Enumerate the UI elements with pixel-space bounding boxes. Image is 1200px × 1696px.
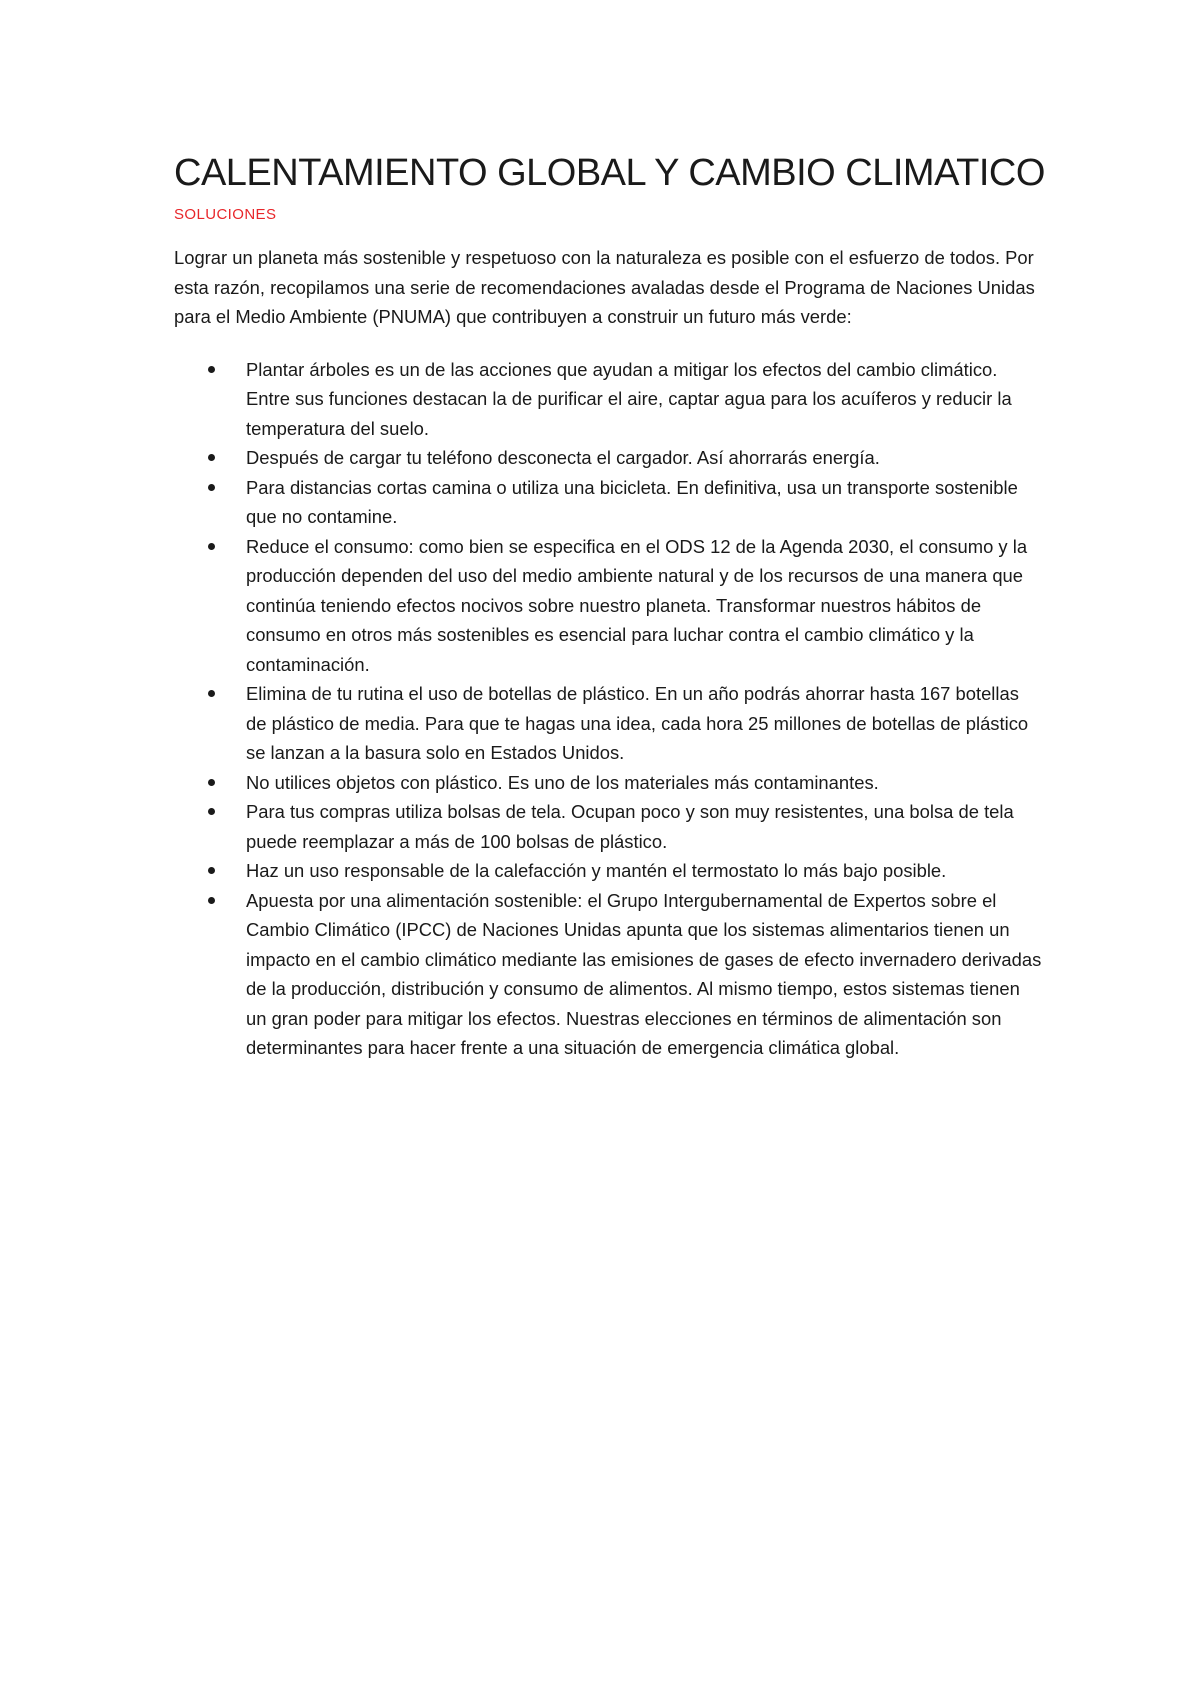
list-item bbox=[174, 768, 1044, 798]
bullet-icon bbox=[208, 454, 215, 461]
document-title: CALENTAMIENTO GLOBAL Y CAMBIO CLIMATICO bbox=[174, 152, 1045, 194]
list-item-text: Elimina de tu rutina el uso de botellas de plástico. En un año podrás ahorrar hasta 167 botellas de plástico de media. Para que te hagas una idea, cada hora 25 millones de botellas de plástico se lanzan a la basura solo en Estados Unidos. bbox=[246, 683, 1029, 763]
list-item-text: No utilices objetos con plástico. Es uno de los materiales más contaminantes. bbox=[246, 771, 879, 793]
list-item-text: Para distancias cortas camina o utiliza una bicicleta. En definitiva, usa un transporte sostenible que no contamine. bbox=[246, 476, 1018, 527]
bullet-icon bbox=[208, 366, 215, 373]
solutions-list bbox=[174, 355, 1044, 1063]
bullet-icon bbox=[208, 484, 215, 491]
list-item bbox=[174, 856, 1044, 886]
document-body bbox=[174, 150, 1044, 1063]
list-item-text: Para tus compras utiliza bolsas de tela. Ocupan poco y son muy resistentes, una bolsa de tela puede reemplazar a más de 100 bolsas de plástico. bbox=[246, 801, 1014, 852]
intro-paragraph: Lograr un planeta más sostenible y respetuoso con la naturaleza es posible con el esfuerzo de todos. Por esta razón, recopilamos una serie de recomendaciones avaladas desde el Programa de Naciones Unidas para el Medio Ambiente (PNUMA) que contribuyen a construir un futuro más verde: bbox=[174, 247, 1035, 327]
list-item-text: Plantar árboles es un de las acciones que ayudan a mitigar los efectos del cambio climático. Entre sus funciones destacan la de purificar el aire, captar agua para los acuíferos y reducir la temperatura del suelo. bbox=[246, 358, 1012, 439]
list-item-text: Reduce el consumo: como bien se especifica en el ODS 12 de la Agenda 2030, el consumo y la producción dependen del uso del medio ambiente natural y de los recursos de una manera que continúa teniendo efectos nocivos sobre nuestro planeta. Transformar nuestros hábitos de consumo en otros más sostenibles es esencial para luchar contra el cambio climático y la contaminación. bbox=[246, 535, 1028, 675]
bullet-icon bbox=[208, 690, 215, 697]
bullet-icon bbox=[208, 897, 215, 904]
list-item bbox=[174, 679, 1044, 768]
list-item-text: Apuesta por una alimentación sostenible: el Grupo Intergubernamental de Expertos sobre el Cambio Climático (IPCC) de Naciones Unidas apunta que los sistemas alimentarios tienen un impacto en el cambio climático mediante las emisiones de gases de efecto invernadero derivadas de la producción, distribución y consumo de alimentos. Al mismo tiempo, estos sistemas tienen un gran poder para mitigar los efectos. Nuestras elecciones en términos de alimentación son determinantes para hacer frente a una situación de emergencia climática global. bbox=[246, 889, 1042, 1058]
list-item bbox=[174, 886, 1044, 1063]
bullet-icon bbox=[208, 808, 215, 815]
list-item bbox=[174, 532, 1044, 680]
list-item bbox=[174, 473, 1044, 532]
document-subtitle: SOLUCIONES bbox=[174, 206, 277, 223]
list-item bbox=[174, 443, 1044, 473]
bullet-icon bbox=[208, 543, 215, 550]
list-item-text: Después de cargar tu teléfono desconecta el cargador. Así ahorrarás energía. bbox=[246, 447, 880, 468]
list-item bbox=[174, 355, 1044, 444]
bullet-icon bbox=[208, 867, 215, 874]
list-item-text: Haz un uso responsable de la calefacción y mantén el termostato lo más bajo posible. bbox=[246, 860, 947, 881]
list-item bbox=[174, 797, 1044, 856]
bullet-icon bbox=[208, 779, 215, 786]
